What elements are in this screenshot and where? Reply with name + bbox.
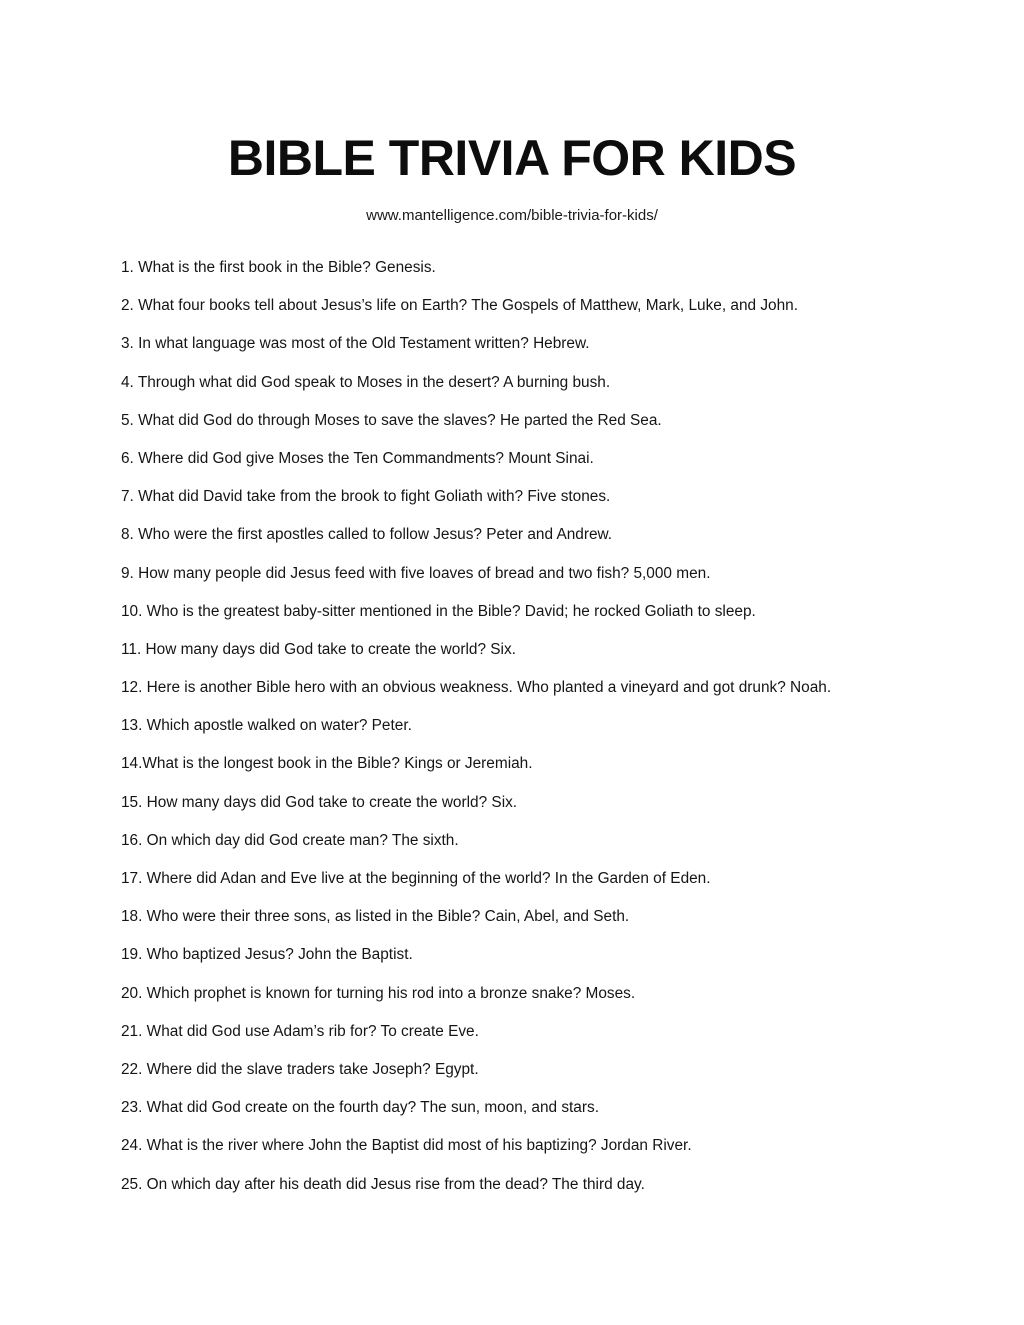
trivia-item: 16. On which day did God create man? The sixth. (121, 831, 459, 849)
trivia-item: 13. Which apostle walked on water? Peter. (121, 717, 412, 735)
trivia-item: 1. What is the first book in the Bible? Genesis. (121, 259, 436, 276)
trivia-item: 17. Where did Adan and Eve live at the beginning of the world? In the Garden of Eden. (121, 870, 711, 887)
trivia-item: 12. Here is another Bible hero with an obvious weakness. Who planted a vineyard and got drunk? Noah. (121, 679, 832, 697)
trivia-item: 10. Who is the greatest baby-sitter mentioned in the Bible? David; he rocked Goliath to sleep. (121, 602, 756, 620)
trivia-item: 4. Through what did God speak to Moses in the desert? A burning bush. (121, 373, 611, 391)
trivia-item: 24. What is the river where John the Baptist did most of his baptizing? Jordan River. (121, 1137, 692, 1155)
source-url: www.mantelligence.com/bible-trivia-for-kids/ (366, 207, 658, 224)
trivia-item: 18. Who were their three sons, as listed in the Bible? Cain, Abel, and Seth. (121, 908, 630, 926)
trivia-item: 25. On which day after his death did Jesus rise from the dead? The third day. (121, 1175, 645, 1193)
trivia-item: 23. What did God create on the fourth day? The sun, moon, and stars. (121, 1099, 599, 1117)
trivia-item: 7. What did David take from the brook to fight Goliath with? Five stones. (121, 488, 611, 506)
trivia-item: 20. Which prophet is known for turning his rod into a bronze snake? Moses. (121, 984, 636, 1002)
trivia-list (121, 256, 1001, 1211)
trivia-item: 9. How many people did Jesus feed with five loaves of bread and two fish? 5,000 men. (121, 564, 711, 582)
trivia-item: 14.What is the longest book in the Bible? Kings or Jeremiah. (121, 755, 533, 773)
trivia-item: 5. What did God do through Moses to save the slaves? He parted the Red Sea. (121, 411, 662, 429)
trivia-item: 15. How many days did God take to create the world? Six. (121, 793, 518, 811)
trivia-item: 3. In what language was most of the Old Testament written? Hebrew. (121, 335, 590, 353)
trivia-item: 22. Where did the slave traders take Joseph? Egypt. (121, 1060, 479, 1078)
trivia-item: 8. Who were the first apostles called to follow Jesus? Peter and Andrew. (121, 526, 613, 544)
trivia-item: 2. What four books tell about Jesus’s life on Earth? The Gospels of Matthew, Mark, Luke, and John. (121, 297, 798, 315)
page-title: BIBLE TRIVIA FOR KIDS (227, 130, 797, 186)
trivia-item: 21. What did God use Adam’s rib for? To create Eve. (121, 1022, 479, 1040)
trivia-item: 11. How many days did God take to create the world? Six. (121, 640, 516, 658)
trivia-item: 6. Where did God give Moses the Ten Commandments? Mount Sinai. (121, 449, 594, 467)
trivia-item: 19. Who baptized Jesus? John the Baptist. (121, 946, 413, 964)
